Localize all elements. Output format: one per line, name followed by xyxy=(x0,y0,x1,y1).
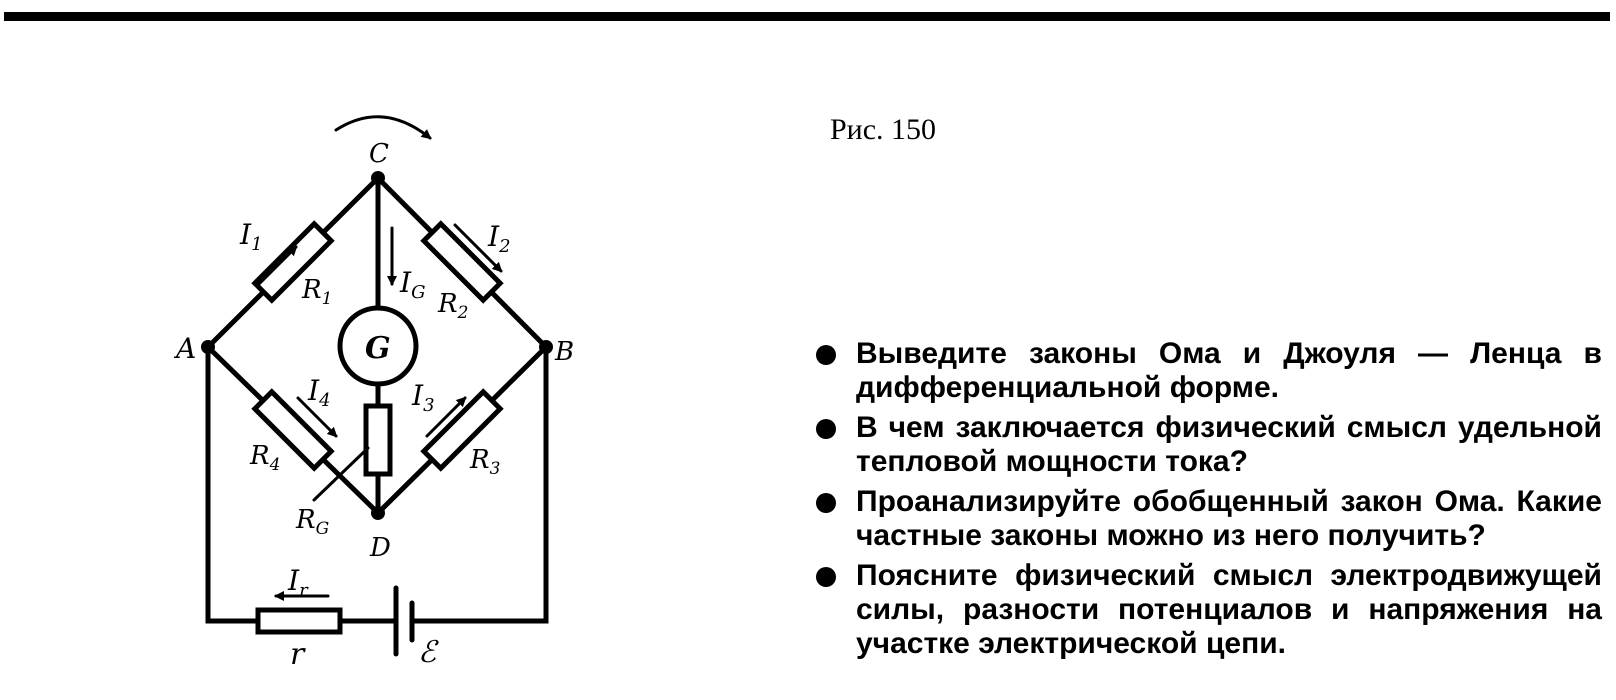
label-galvanometer: G xyxy=(365,331,391,366)
bullet-icon xyxy=(816,419,836,439)
node-c xyxy=(371,171,385,185)
label-ig: $I_G$ xyxy=(400,266,426,303)
list-item xyxy=(812,485,1602,553)
node-a xyxy=(201,340,215,354)
list-item xyxy=(812,411,1602,479)
question-list xyxy=(812,337,1602,667)
list-item xyxy=(812,559,1602,661)
question-text: Проанализируйте обобщенный закон Ома. Какие частные законы можно из него получить? xyxy=(856,485,1602,552)
label-i1: $I_1$ xyxy=(240,218,263,255)
bullet-icon xyxy=(816,567,836,587)
node-b xyxy=(539,340,553,354)
label-i3: $I_3$ xyxy=(412,379,435,416)
label-node-c: C xyxy=(369,139,389,169)
label-emf: ℰ xyxy=(418,635,437,670)
label-r1: $R_1$ xyxy=(302,275,333,309)
wire-outer-right xyxy=(412,347,546,621)
label-i2: $I_2$ xyxy=(488,220,511,257)
list-item xyxy=(812,337,1602,405)
bullet-icon xyxy=(816,345,836,365)
question-text: В чем заключается физический смысл удельной тепловой мощности тока? xyxy=(856,411,1602,478)
label-i4: $I_4$ xyxy=(308,374,331,411)
question-text: Выведите законы Ома и Джоуля — Ленца в дифференциальной форме. xyxy=(856,337,1602,404)
resistor-r xyxy=(258,610,340,632)
bullet-icon xyxy=(816,493,836,513)
node-d xyxy=(371,506,385,520)
label-r4: $R_4$ xyxy=(250,441,281,475)
label-node-b: B xyxy=(555,337,575,367)
figure-caption: Рис. 150 xyxy=(830,113,937,146)
resistor-rg xyxy=(366,406,390,474)
traversal-direction-arrow xyxy=(336,117,430,138)
label-r3: $R_3$ xyxy=(470,445,501,479)
label-ir: $I_r$ xyxy=(288,564,308,601)
label-r2: $R_2$ xyxy=(438,289,469,323)
label-node-a: A xyxy=(176,332,197,365)
question-text: Поясните физический смысл электродвижущей силы, разности потенциалов и напряжения на участке электрической цепи. xyxy=(856,559,1602,660)
label-rg: $R_G$ xyxy=(296,505,330,539)
label-r-internal: r xyxy=(290,637,305,672)
label-node-d: D xyxy=(370,533,391,563)
